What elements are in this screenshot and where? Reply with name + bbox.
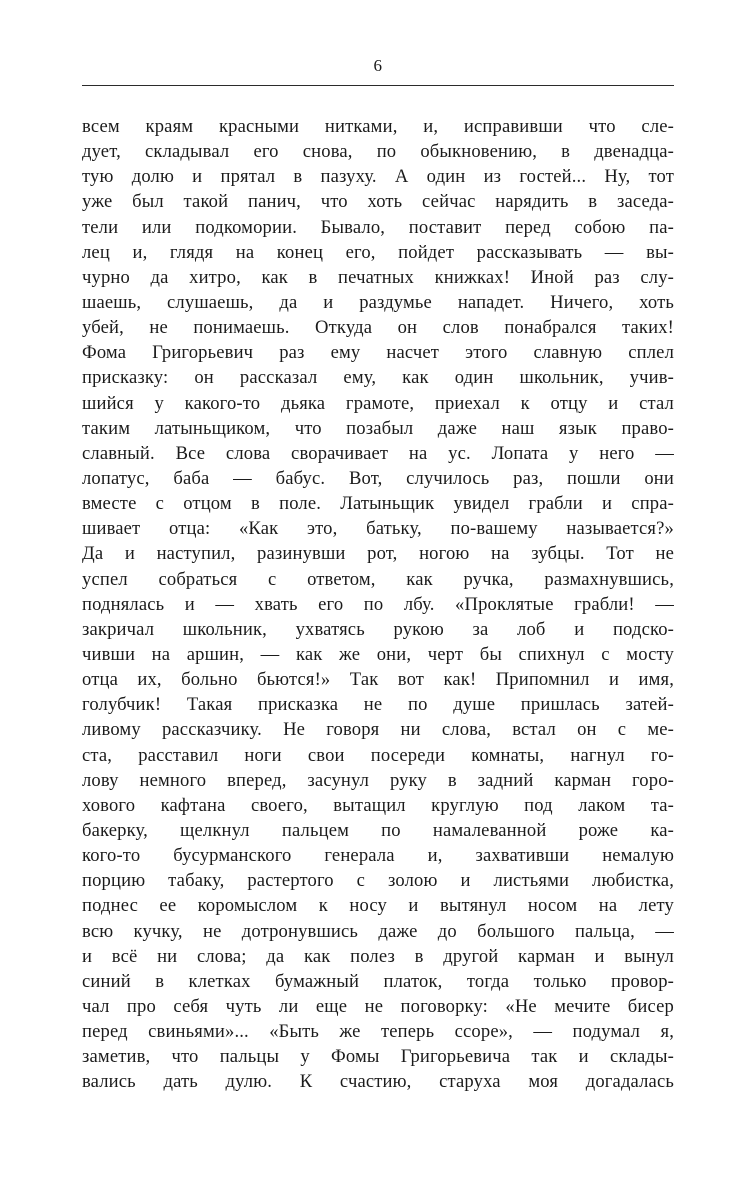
page-number: 6 — [373, 56, 383, 75]
text-line: всем краям красными нитками, и, исправивши что сле- — [82, 116, 674, 137]
text-line: вались дать дулю. К счастию, старуха моя догадалась — [82, 1071, 674, 1093]
text-line: дует, складывал его снова, по обыкновению, в двенадца- — [82, 141, 674, 163]
text-line: тую долю и прятал в пазуху. А один из гостей... Ну, тот — [82, 166, 674, 188]
text-line: убей, не понимаешь. Откуда он слов понабрался таких! — [82, 317, 674, 339]
text-line: шийся у какого-то дьяка грамоте, приехал к отцу и стал — [82, 392, 674, 414]
page-text — [82, 114, 674, 1094]
text-line: присказку: он рассказал ему, как один школьник, учив- — [82, 367, 674, 389]
text-line: вместе с отцом в поле. Латыньщик увидел грабли и спра- — [82, 493, 674, 515]
text-line: отца их, больно бьются!» Так вот как! Припомнил и имя, — [82, 669, 674, 691]
text-line: успел собраться с ответом, как ручка, размахнувшись, — [82, 568, 674, 590]
text-line: чал про себя чуть ли еще не поговорку: «Не мечите бисер — [82, 995, 674, 1017]
text-line: бакерку, щелкнул пальцем по намалеванной роже ка- — [82, 819, 674, 841]
text-line: чивши на аршин, — как же они, черт бы спихнул с мосту — [82, 643, 674, 665]
text-line: тели или подкомории. Бывало, поставит перед собою па- — [82, 216, 674, 238]
text-line: заметив, что пальцы у Фомы Григорьевича так и склады- — [82, 1046, 674, 1068]
text-line: Фома Григорьевич раз ему насчет этого славную сплел — [82, 342, 674, 364]
text-line: чурно да хитро, как в печатных книжках! Иной раз слу- — [82, 266, 674, 288]
text-line: всю кучку, не дотронувшись даже до большого пальца, — — [82, 920, 674, 942]
text-line: хового кафтана своего, вытащил круглую под лаком та- — [82, 794, 674, 816]
text-line: славный. Все слова сворачивает на ус. Лопата у него — — [82, 442, 674, 464]
text-line: голубчик! Такая присказка не по душе пришлась затей- — [82, 694, 674, 716]
text-line: уже был такой панич, что хоть сейчас нарядить в заседа- — [82, 191, 674, 213]
text-line: ливому рассказчику. Не говоря ни слова, встал он с ме- — [82, 719, 674, 741]
text-line: поднялась и — хвать его по лбу. «Проклятые грабли! — — [82, 593, 674, 615]
text-line: синий в клетках бумажный платок, тогда только провор- — [82, 970, 674, 992]
text-line: порцию табаку, растертого с золою и листьями любистка, — [82, 870, 674, 892]
text-line: перед свиньями»... «Быть же теперь ссоре», — подумал я, — [82, 1021, 674, 1043]
text-line: Да и наступил, разинувши рот, ногою на зубцы. Тот не — [82, 543, 674, 565]
text-line: лопатус, баба — бабус. Вот, случилось раз, пошли они — [82, 467, 674, 489]
text-line: лову немного вперед, засунул руку в задний карман горо- — [82, 769, 674, 791]
text-line: кого-то бусурманского генерала и, захвативши немалую — [82, 845, 674, 867]
text-line: закричал школьник, ухватясь рукою за лоб и подско- — [82, 618, 674, 640]
text-line: таким латыньщиком, что позабыл даже наш язык право- — [82, 417, 674, 439]
text-line: шивает отца: «Как это, батьку, по-вашему называется?» — [82, 518, 674, 540]
text-line: ста, расставил ноги свои посереди комнаты, нагнул го- — [82, 744, 674, 766]
header-divider — [82, 85, 674, 86]
text-line: поднес ее коромыслом к носу и вытянул носом на лету — [82, 895, 674, 917]
text-line: лец и, глядя на конец его, пойдет рассказывать — вы- — [82, 241, 674, 263]
text-line: шаешь, слушаешь, да и раздумье нападет. Ничего, хоть — [82, 291, 674, 313]
text-line: и всё ни слова; да как полез в другой карман и вынул — [82, 945, 674, 967]
